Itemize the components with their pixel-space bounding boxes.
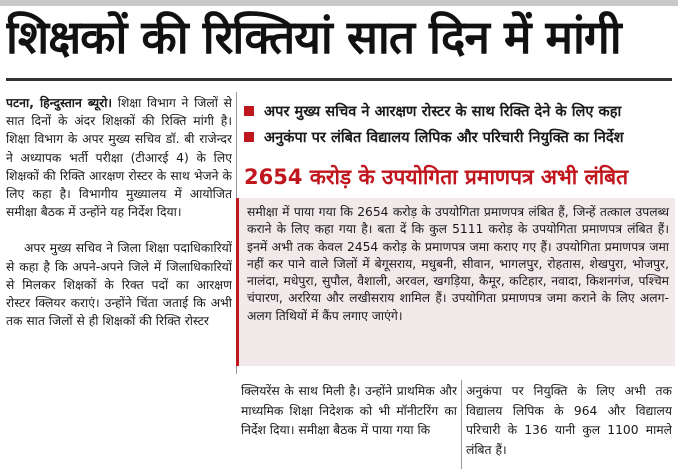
bullet-list	[244, 98, 674, 150]
column-divider-right	[461, 380, 462, 469]
highlight-box-text: समीक्षा में पाया गया कि 2654 करोड़ के उपयोगिता प्रमाणपत्र लंबित हैं, जिन्हें तत्काल उपलब्ध कराने के लिए कहा गया है। बता दें कि कुल 5111 करोड़ के उपयोगिता प्रमाणपत्र लंबित हैं। इनमें अभी तक केवल 2454 करोड़ के प्रमाणपत्र जमा कराए गए हैं। उपयोगिता प्रमाणपत्र जमा नहीं कर पाने वाले जिलों में बेगूसराय, मधुबनी, सीवान, भागलपुर, रोहतास, शेखपुरा, भोजपुर, नालंदा, मधेपुरा, सुपौल, वैशाली, अरवल, खगड़िया, कैमूर, कटिहार, नवादा, किशनगंज, पश्चिम चंपारण, अररिया और लखीसराय शामिल हैं। उपयोगिता प्रमाणपत्र जमा कराने के लिए अलग-अलग तिथियों में कैंप लगाए जाएंगे।	[247, 205, 669, 323]
middle-column: क्लियरेंस के साथ मिली है। उन्होंने प्राथमिक और माध्यमिक शिक्षा निदेशक को भी मॉनीटरिंग का निर्देश दिया। समीक्षा बैठक में पाया गया कि	[241, 384, 457, 437]
red-square-bullet-icon	[244, 106, 254, 116]
bullet-item	[244, 98, 674, 124]
headline: शिक्षकों की रिक्तियां सात दिन में मांगी	[6, 10, 621, 64]
bullet-item	[244, 124, 674, 150]
dateline: पटना, हिन्दुस्तान ब्यूरो।	[6, 96, 113, 110]
highlight-box	[236, 198, 675, 366]
left-paragraph-2: अपर मुख्य सचिव ने जिला शिक्षा पदाधिकारियों से कहा है कि अपने-अपने जिले में जिलाधिकारियों से मिलकर शिक्षकों के रिक्त पदों का आरक्षण रोस्टर क्लियर कराएं। उन्होंने चिंता जताई कि अभी तक सात जिलों से ही शिक्षकों की रिक्ति रोस्टर	[6, 241, 232, 329]
bullet-text: अपर मुख्य सचिव ने आरक्षण रोस्टर के साथ रिक्ति देने के लिए कहा	[264, 103, 622, 120]
sub-headline: 2654 करोड़ के उपयोगिता प्रमाणपत्र अभी लंबित	[244, 165, 629, 189]
left-column	[6, 94, 232, 469]
headline-rule	[6, 78, 672, 81]
right-column: अनुकंपा पर नियुक्ति के लिए अभी तक विद्यालय लिपिक के 964 और विद्यालय परिचारी के 136 यानी कुल 1100 मामले लंबित हैं।	[466, 384, 672, 457]
bullet-text: अनुकंपा पर लंबित विद्यालय लिपिक और परिचारी नियुक्ति का निर्देश	[264, 129, 624, 146]
red-square-bullet-icon	[244, 132, 254, 142]
left-paragraph-1	[6, 94, 232, 221]
left-paragraph-1-text: शिक्षा विभाग ने जिलों से सात दिनों के अंदर शिक्षकों की रिक्ति मांगी है। शिक्षा विभाग के अपर मुख्य सचिव डॉ. बी राजेन्दर ने अध्यापक भर्ती परीक्षा (टीआरई 4) के लिए शिक्षकों की रिक्ति आरक्षण रोस्टर के साथ भेजने के लिए कहा है। विभागीय मुख्यालय में आयोजित समीक्षा बैठक में उन्होंने यह निर्देश दिया।	[6, 96, 232, 220]
